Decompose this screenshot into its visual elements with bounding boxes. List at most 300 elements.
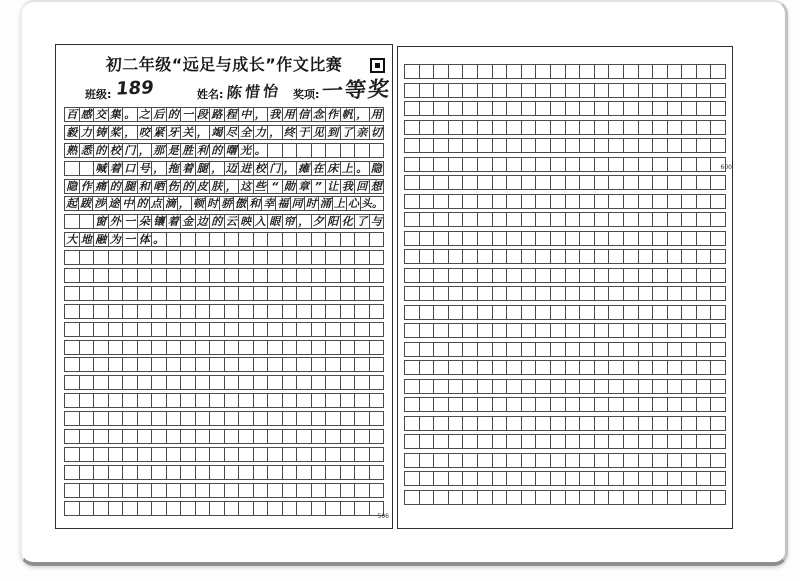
grid-cell	[209, 411, 225, 426]
grid-cell	[710, 120, 726, 135]
grid-cell	[521, 342, 537, 357]
grid-cell	[340, 268, 356, 283]
grid-cell	[477, 286, 493, 301]
grid-cell	[238, 232, 254, 247]
grid-cell	[282, 411, 298, 426]
grid-cell	[369, 304, 385, 319]
grid-cell	[93, 286, 109, 301]
grid-cell	[224, 447, 240, 462]
grid-cell	[267, 429, 283, 444]
grid-cell: 路	[209, 107, 225, 122]
grid-cell	[282, 322, 298, 337]
grid-cell	[638, 194, 654, 209]
grid-cell	[282, 429, 298, 444]
grid-cell: ，	[151, 161, 167, 176]
grid-cell	[492, 490, 508, 505]
grid-cell	[652, 120, 668, 135]
grid-row	[64, 286, 384, 301]
grid-cell	[608, 249, 624, 264]
grid-cell	[565, 83, 581, 98]
grid-cell	[325, 483, 341, 498]
grid-cell: 镶	[151, 214, 167, 229]
grid-cell	[535, 342, 551, 357]
grid-cell	[296, 375, 312, 390]
grid-cell	[282, 375, 298, 390]
grid-cell	[224, 501, 240, 516]
grid-cell	[696, 231, 712, 246]
grid-cell: 段	[195, 107, 211, 122]
grid-cell	[419, 120, 435, 135]
grid-cell	[492, 305, 508, 320]
grid-cell	[710, 471, 726, 486]
grid-cell	[623, 453, 639, 468]
grid-cell	[404, 397, 420, 412]
grid-cell	[325, 411, 341, 426]
grid-cell	[122, 375, 138, 390]
grid-cell	[623, 101, 639, 116]
grid-cell	[64, 447, 80, 462]
grid-cell	[565, 471, 581, 486]
grid-cell	[535, 416, 551, 431]
grid-cell	[652, 194, 668, 209]
grid-cell	[296, 286, 312, 301]
grid-cell	[253, 232, 269, 247]
grid-cell	[652, 397, 668, 412]
grid-cell	[79, 322, 95, 337]
grid-cell	[477, 268, 493, 283]
grid-cell	[521, 471, 537, 486]
grid-row	[64, 340, 384, 355]
grid-cell	[594, 120, 610, 135]
grid-cell	[579, 286, 595, 301]
grid-cell: 映	[238, 214, 254, 229]
grid-cell	[93, 393, 109, 408]
grid-cell	[267, 465, 283, 480]
grid-cell	[93, 357, 109, 372]
grid-cell	[79, 411, 95, 426]
grid-cell	[122, 268, 138, 283]
grid-cell	[608, 194, 624, 209]
grid-cell	[448, 120, 464, 135]
grid-cell: 力	[79, 125, 95, 140]
grid-cell: 口	[122, 161, 138, 176]
grid-cell	[433, 120, 449, 135]
grid-cell	[340, 411, 356, 426]
grid-cell: 程	[224, 107, 240, 122]
grid-cell	[195, 447, 211, 462]
grid-cell	[325, 286, 341, 301]
grid-cell	[710, 194, 726, 209]
grid-cell	[681, 157, 697, 172]
grid-cell	[492, 397, 508, 412]
grid-cell	[195, 393, 211, 408]
grid-cell	[404, 453, 420, 468]
grid-cell	[404, 323, 420, 338]
grid-cell	[404, 268, 420, 283]
grid-cell: 用	[369, 107, 385, 122]
grid-row	[404, 101, 726, 116]
grid-cell	[166, 411, 182, 426]
grid-cell	[224, 340, 240, 355]
grid-cell: 痛	[93, 179, 109, 194]
grid-cell	[623, 64, 639, 79]
grid-cell: 切	[369, 125, 385, 140]
grid-cell	[506, 212, 522, 227]
grid-cell: 紧	[151, 125, 167, 140]
grid-cell	[462, 249, 478, 264]
grid-cell	[462, 212, 478, 227]
grid-cell	[151, 429, 167, 444]
grid-cell	[433, 175, 449, 190]
grid-cell	[462, 64, 478, 79]
grid-row	[64, 483, 384, 498]
grid-cell	[282, 250, 298, 265]
grid-cell: 门	[122, 143, 138, 158]
grid-cell	[311, 143, 327, 158]
grid-cell: 于	[296, 125, 312, 140]
grid-cell	[151, 465, 167, 480]
grid-cell	[369, 340, 385, 355]
grid-cell	[652, 175, 668, 190]
grid-cell	[448, 453, 464, 468]
char-count-marker-right: 600	[720, 164, 732, 171]
award-value-handwritten: 一等奖	[320, 76, 393, 104]
grid-row	[404, 471, 726, 486]
grid-cell	[93, 429, 109, 444]
grid-cell	[267, 250, 283, 265]
grid-cell	[151, 447, 167, 462]
grid-cell	[477, 323, 493, 338]
grid-cell	[64, 268, 80, 283]
grid-cell	[224, 232, 240, 247]
grid-cell	[64, 304, 80, 319]
grid-cell	[325, 501, 341, 516]
grid-cell	[521, 157, 537, 172]
grid-cell	[209, 304, 225, 319]
grid-cell	[492, 323, 508, 338]
grid-cell: 章	[296, 179, 312, 194]
grid-cell	[492, 83, 508, 98]
grid-cell	[594, 83, 610, 98]
grid-cell	[477, 194, 493, 209]
grid-cell	[433, 231, 449, 246]
grid-cell	[325, 429, 341, 444]
grid-cell	[282, 268, 298, 283]
grid-cell	[579, 212, 595, 227]
grid-row	[404, 157, 726, 172]
grid-cell	[550, 323, 566, 338]
grid-cell	[122, 393, 138, 408]
grid-cell	[137, 501, 153, 516]
grid-cell	[354, 357, 370, 372]
grid-cell	[521, 360, 537, 375]
grid-cell	[448, 360, 464, 375]
grid-cell	[535, 305, 551, 320]
grid-cell	[151, 286, 167, 301]
grid-cell	[122, 501, 138, 516]
grid-cell	[369, 375, 385, 390]
grid-cell	[696, 379, 712, 394]
grid-cell	[608, 101, 624, 116]
grid-cell	[108, 501, 124, 516]
grid-cell: 之	[137, 107, 153, 122]
grid-cell	[550, 231, 566, 246]
grid-cell	[492, 101, 508, 116]
grid-cell	[224, 393, 240, 408]
grid-cell	[477, 231, 493, 246]
grid-cell: ，	[177, 196, 192, 211]
grid-row	[64, 179, 384, 194]
grid-cell	[195, 465, 211, 480]
grid-cell: 用	[282, 107, 298, 122]
grid-cell	[296, 322, 312, 337]
grid-cell	[579, 231, 595, 246]
grid-cell	[195, 429, 211, 444]
grid-cell	[579, 471, 595, 486]
grid-cell	[696, 342, 712, 357]
grid-row	[64, 125, 384, 140]
grid-cell: 毅	[64, 125, 80, 140]
grid-cell: 化	[340, 214, 356, 229]
grid-row	[404, 434, 726, 449]
grid-cell	[180, 411, 196, 426]
grid-row	[404, 305, 726, 320]
grid-cell	[340, 501, 356, 516]
grid-cell	[238, 483, 254, 498]
grid-cell	[224, 483, 240, 498]
grid-cell	[137, 483, 153, 498]
grid-cell	[419, 305, 435, 320]
grid-cell	[369, 268, 385, 283]
grid-cell: 校	[108, 143, 124, 158]
grid-cell	[64, 465, 80, 480]
grid-cell: 福	[275, 196, 290, 211]
grid-cell	[550, 490, 566, 505]
grid-cell	[282, 447, 298, 462]
grid-row	[64, 268, 384, 283]
grid-cell	[550, 120, 566, 135]
grid-cell	[667, 416, 683, 431]
grid-cell	[667, 138, 683, 153]
grid-cell: 竭	[209, 125, 225, 140]
grid-cell: ，	[282, 161, 298, 176]
grid-cell	[195, 286, 211, 301]
grid-cell	[462, 83, 478, 98]
grid-cell	[340, 322, 356, 337]
grid-cell	[521, 268, 537, 283]
grid-cell	[267, 304, 283, 319]
grid-cell	[108, 393, 124, 408]
grid-cell	[238, 501, 254, 516]
grid-cell	[137, 304, 153, 319]
grid-cell	[311, 411, 327, 426]
grid-cell	[623, 231, 639, 246]
grid-cell: 体	[137, 232, 153, 247]
grid-cell	[151, 357, 167, 372]
grid-cell	[667, 64, 683, 79]
grid-cell	[325, 447, 341, 462]
grid-cell	[462, 305, 478, 320]
grid-cell	[419, 138, 435, 153]
grid-cell	[433, 138, 449, 153]
grid-cell	[535, 453, 551, 468]
grid-cell	[448, 212, 464, 227]
grid-cell: 涉	[92, 196, 107, 211]
grid-cell	[108, 465, 124, 480]
grid-cell	[623, 175, 639, 190]
grid-cell	[419, 249, 435, 264]
grid-cell	[195, 375, 211, 390]
grid-cell: 途	[106, 196, 121, 211]
grid-cell	[311, 501, 327, 516]
grid-cell	[166, 286, 182, 301]
grid-cell	[579, 175, 595, 190]
grid-cell	[550, 212, 566, 227]
grid-cell	[137, 357, 153, 372]
grid-cell	[209, 357, 225, 372]
grid-cell	[238, 322, 254, 337]
grid-cell	[521, 120, 537, 135]
grid-cell	[608, 416, 624, 431]
grid-cell	[311, 429, 327, 444]
grid-cell	[477, 138, 493, 153]
grid-cell	[594, 268, 610, 283]
grid-cell	[448, 268, 464, 283]
grid-cell	[325, 268, 341, 283]
grid-cell	[565, 305, 581, 320]
grid-cell	[209, 465, 225, 480]
grid-cell	[506, 138, 522, 153]
grid-cell	[608, 138, 624, 153]
grid-cell: 点	[149, 196, 164, 211]
grid-cell	[238, 304, 254, 319]
grid-cell: 外	[108, 214, 124, 229]
grid-cell	[506, 120, 522, 135]
grid-cell	[340, 232, 356, 247]
grid-cell	[696, 434, 712, 449]
grid-cell	[623, 212, 639, 227]
grid-cell: 的	[209, 143, 225, 158]
grid-cell: 头。	[360, 197, 383, 211]
grid-cell	[462, 231, 478, 246]
grid-cell	[354, 411, 370, 426]
grid-cell: 进	[238, 161, 254, 176]
grid-cell	[681, 397, 697, 412]
grid-cell: 的	[134, 196, 149, 211]
grid-cell	[354, 447, 370, 462]
grid-cell	[594, 249, 610, 264]
grid-cell	[108, 411, 124, 426]
grid-cell	[122, 250, 138, 265]
grid-cell	[433, 397, 449, 412]
grid-cell	[681, 323, 697, 338]
grid-cell	[535, 138, 551, 153]
grid-cell	[696, 64, 712, 79]
grid-cell	[166, 304, 182, 319]
grid-cell: 伤	[166, 179, 182, 194]
grid-cell	[492, 453, 508, 468]
grid-cell	[433, 471, 449, 486]
contest-title: 初二年级“远足与成长”作文比赛	[105, 55, 343, 74]
grid-cell	[681, 101, 697, 116]
grid-cell	[151, 483, 167, 498]
grid-cell	[594, 194, 610, 209]
grid-cell	[354, 268, 370, 283]
grid-cell	[681, 212, 697, 227]
grid-cell	[238, 465, 254, 480]
award-label: 奖项:	[293, 88, 320, 101]
grid-cell	[667, 379, 683, 394]
grid-cell	[462, 323, 478, 338]
grid-cell: 迈	[224, 161, 240, 176]
grid-cell: 时	[304, 196, 319, 211]
grid-cell	[282, 483, 298, 498]
grid-cell	[492, 360, 508, 375]
grid-cell	[550, 305, 566, 320]
grid-cell	[433, 360, 449, 375]
grid-cell: ，	[122, 125, 138, 140]
grid-cell	[404, 360, 420, 375]
grid-cell	[710, 83, 726, 98]
grid-cell	[448, 397, 464, 412]
grid-cell: 边	[195, 214, 211, 229]
grid-cell	[535, 64, 551, 79]
grid-cell: 融	[93, 232, 109, 247]
grid-cell	[166, 322, 182, 337]
grid-cell	[166, 483, 182, 498]
grid-cell	[521, 416, 537, 431]
grid-cell	[166, 429, 182, 444]
grid-cell	[696, 268, 712, 283]
grid-cell	[638, 231, 654, 246]
grid-cell	[137, 286, 153, 301]
grid-cell	[550, 360, 566, 375]
grid-cell	[108, 286, 124, 301]
grid-cell	[506, 397, 522, 412]
grid-cell	[696, 157, 712, 172]
grid-cell	[550, 397, 566, 412]
grid-cell	[296, 357, 312, 372]
grid-row	[64, 429, 384, 444]
grid-cell	[354, 286, 370, 301]
registration-mark-dot	[375, 63, 380, 68]
grid-cell	[180, 375, 196, 390]
grid-row	[404, 120, 726, 135]
grid-cell	[180, 501, 196, 516]
grid-cell: 终	[282, 125, 298, 140]
grid-cell	[667, 212, 683, 227]
grid-cell: 滴	[163, 196, 178, 211]
grid-cell	[608, 379, 624, 394]
grid-cell	[638, 379, 654, 394]
grid-cell	[608, 397, 624, 412]
grid-cell	[369, 393, 385, 408]
grid-cell	[667, 490, 683, 505]
grid-cell: 想	[369, 179, 385, 194]
grid-cell	[311, 268, 327, 283]
grid-cell	[535, 120, 551, 135]
grid-cell	[209, 286, 225, 301]
grid-cell	[681, 453, 697, 468]
grid-cell: 悉	[79, 143, 95, 158]
grid-cell	[419, 453, 435, 468]
grid-cell	[608, 175, 624, 190]
grid-cell: 的	[93, 143, 109, 158]
grid-cell: 胜	[180, 143, 196, 158]
grid-cell	[354, 250, 370, 265]
grid-cell	[296, 304, 312, 319]
grid-cell	[477, 490, 493, 505]
